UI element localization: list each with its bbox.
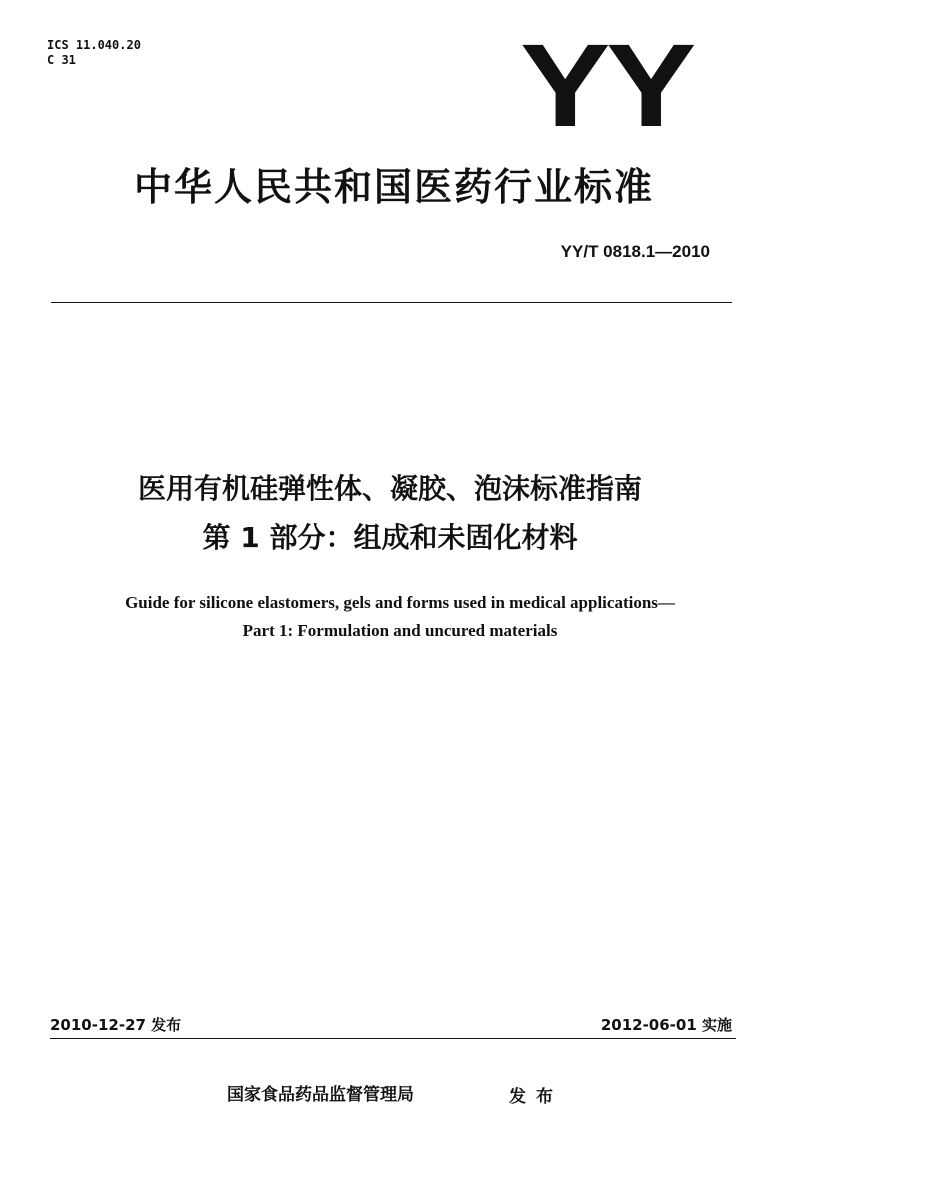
header-divider — [51, 302, 732, 303]
publish-action: 发布 — [509, 1087, 563, 1107]
issue-date: 2010-12-27 发布 — [50, 1016, 182, 1034]
chinese-title-line-2: 第 1 部分：组成和未固化材料 — [202, 521, 578, 554]
implementation-date: 2012-06-01 实施 — [600, 1016, 732, 1034]
yy-logo: YY — [520, 20, 692, 152]
standard-number: YY/T 0818.1—2010 — [560, 242, 710, 261]
english-title-line-1: Guide for silicone elastomers, gels and forms used in medical applications— — [125, 593, 675, 612]
standard-category-title: 中华人民共和国医药行业标准 — [133, 165, 654, 209]
footer-divider — [50, 1038, 736, 1039]
ics-code: ICS 11.040.20 — [47, 38, 141, 52]
english-title-line-2: Part 1: Formulation and uncured materials — [242, 621, 558, 640]
ccs-code: C 31 — [47, 53, 76, 67]
chinese-title-line-1: 医用有机硅弹性体、凝胶、泡沫标准指南 — [137, 472, 642, 505]
publisher-name: 国家食品药品监督管理局 — [227, 1085, 414, 1105]
classification-codes — [47, 38, 141, 68]
